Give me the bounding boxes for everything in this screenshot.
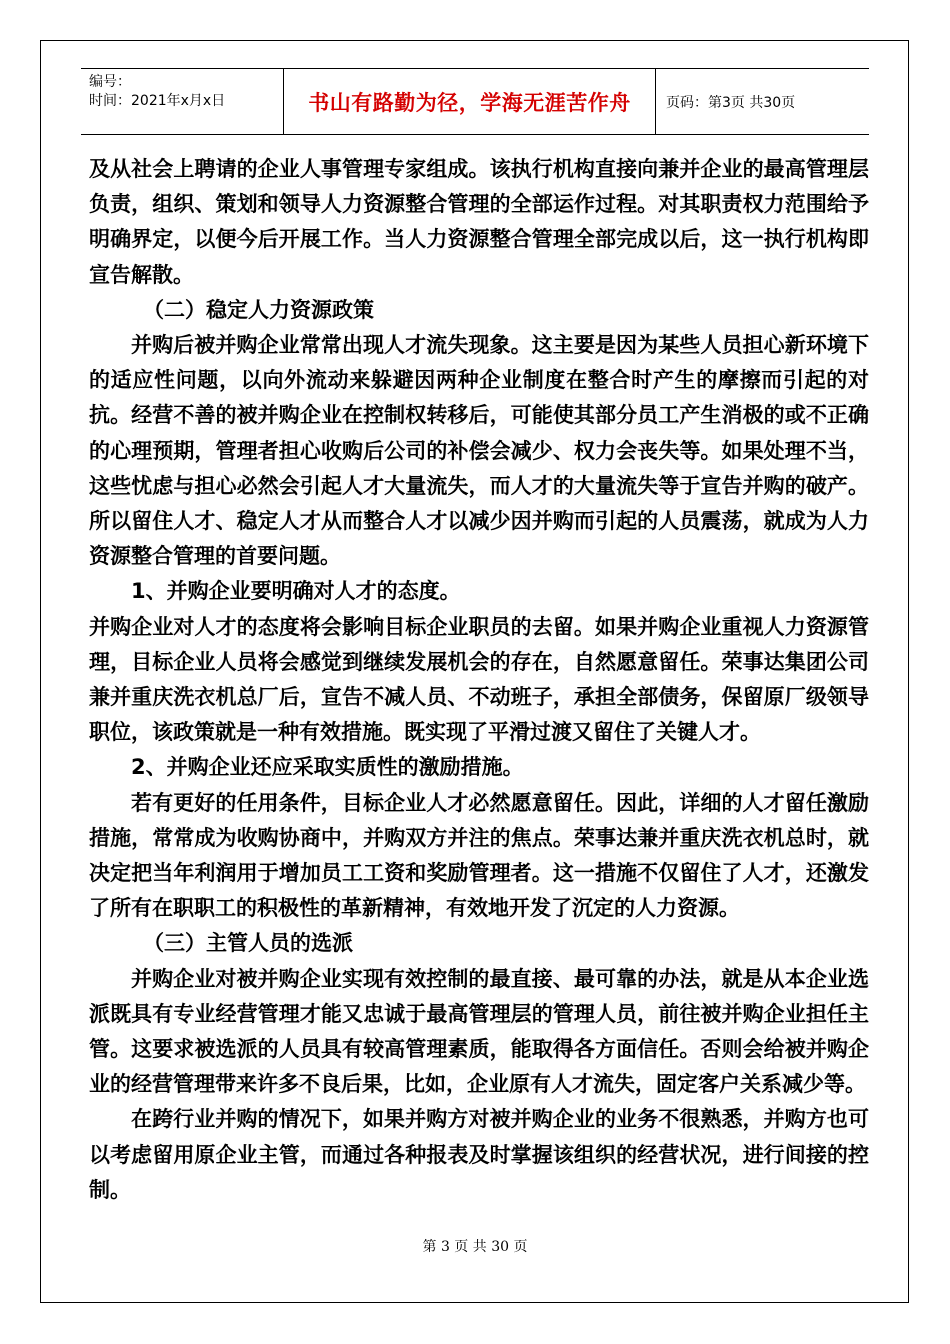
date-label: 时间：2021年x月x日	[89, 93, 226, 109]
header-meta	[81, 69, 284, 134]
body-paragraph: 并购企业对人才的态度将会影响目标企业职员的去留。如果并购企业重视人力资源管理，目标企业人员将会感觉到继续发展机会的存在，自然愿意留任。荣事达集团公司兼并重庆洗衣机总厂后，宣告不减人员、不动班子，承担全部债务，保留原厂级领导职位，该政策就是一种有效措施。既实现了平滑过渡又留住了关键人才。	[89, 614, 869, 745]
section-heading: （二）稳定人力资源政策	[143, 297, 374, 322]
body-paragraph: 若有更好的任用条件，目标企业人才必然愿意留任。因此，详细的人才留任激励措施，常常成为收购协商中，并购双方并注的焦点。荣事达兼并重庆洗衣机总时，就决定把当年利润用于增加员工工资和奖励管理者。这一措施不仅留住了人才，还激发了所有在职职工的积极性的革新精神，有效地开发了沉定的人力资源。	[89, 790, 869, 921]
section-heading: （三）主管人员的选派	[143, 931, 353, 956]
body-paragraph: 在跨行业并购的情况下，如果并购方对被并购企业的业务不很熟悉，并购方也可以考虑留用原企业主管，而通过各种报表及时掌握该组织的经营状况，进行间接的控制。	[89, 1107, 869, 1202]
body-paragraph: 及从社会上聘请的企业人事管理专家组成。该执行机构直接向兼并企业的最高管理层负责，组织、策划和领导人力资源整合管理的全部运作过程。对其职责权力范围给予明确界定，以便今后开展工作。当人力资源整合管理全部完成以后，这一执行机构即宣告解散。	[89, 157, 869, 287]
document-header	[81, 68, 869, 135]
header-page-info: 页码：第3页 共30页	[666, 94, 796, 111]
subsection-heading: 2、并购企业还应采取实质性的激励措施。	[131, 755, 524, 780]
body-paragraph: 并购企业对被并购企业实现有效控制的最直接、最可靠的办法，就是从本企业选派既具有专业经营管理才能又忠诚于最高管理层的管理人员，前往被并购企业担任主管。这要求被选派的人员具有较高管理素质，能取得各方面信任。否则会给被并购企业的经营管理带来许多不良后果，比如，企业原有人才流失，固定客户关系减少等。	[89, 966, 869, 1097]
serial-number-label: 编号：	[89, 74, 131, 90]
body-paragraph: 并购后被并购企业常常出现人才流失现象。这主要是因为某些人员担心新环境下的适应性问题，以向外流动来躲避因两种企业制度在整合时产生的摩擦而引起的对抗。经营不善的被并购企业在控制权转移后，可能使其部分员工产生消极的或不正确的心理预期，管理者担心收购后公司的补偿会减少、权力会丧失等。如果处理不当，这些忧虑与担心必然会引起人才大量流失，而人才的大量流失等于宣告并购的破产。所以留住人才、稳定人才从而整合人才以减少因并购而引起的人员震荡，就成为人力资源整合管理的首要问题。	[89, 333, 869, 569]
subsection-heading: 1、并购企业要明确对人才的态度。	[131, 579, 461, 604]
document-body	[89, 152, 869, 1208]
header-motto: 书山有路勤为径，学海无涯苦作舟	[284, 69, 656, 134]
page-footer: 第 3 页 共 30 页	[422, 1239, 528, 1255]
